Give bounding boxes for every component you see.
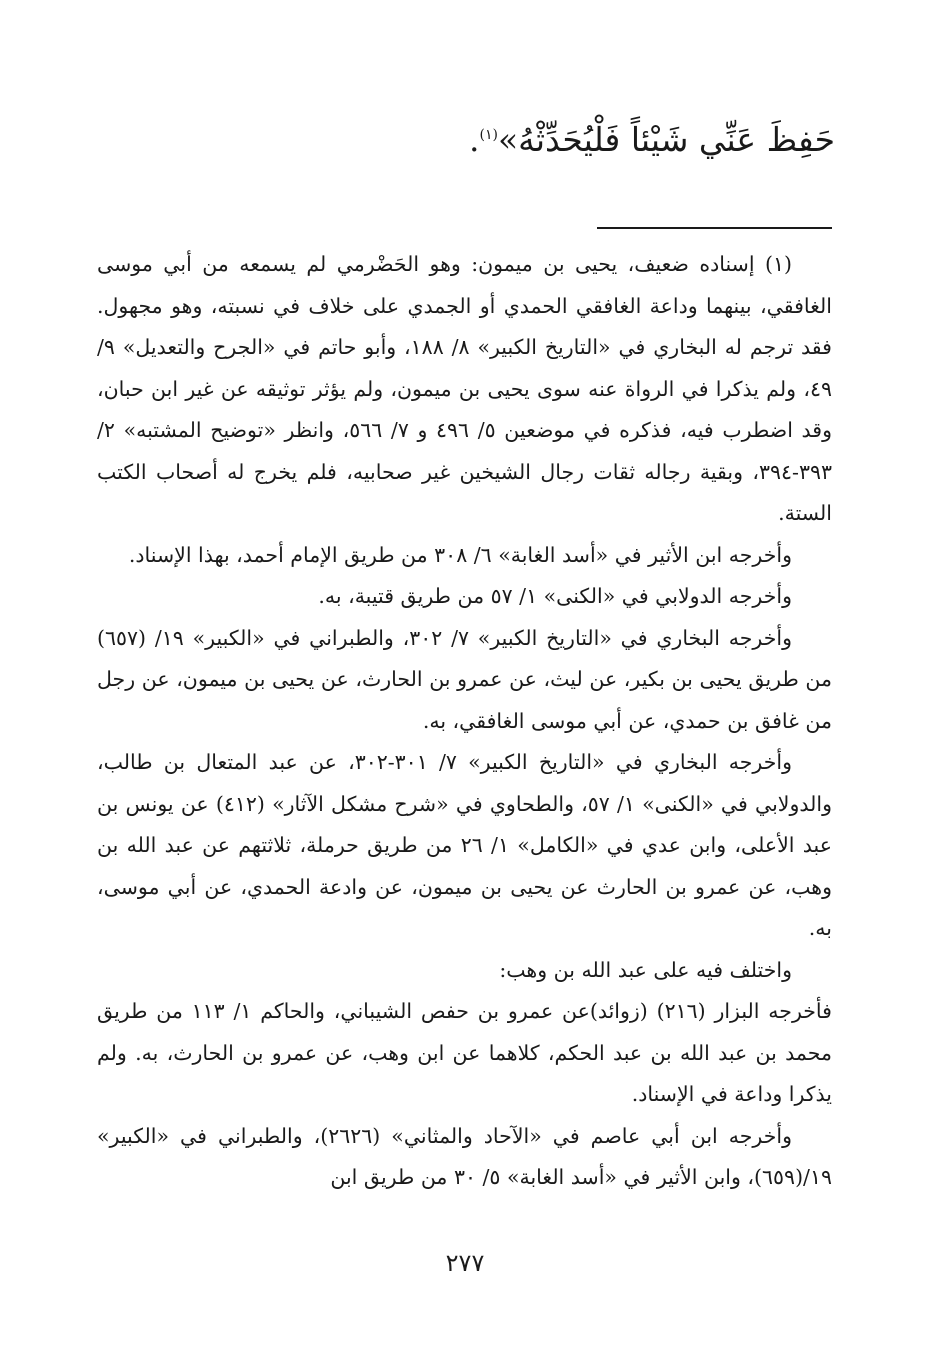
- main-text: حَفِظَ عَنِّي شَيْئاً فَلْيُحَدِّثْهُ»: [497, 120, 835, 159]
- footnote-paragraph: واختلف فيه على عبد الله بن وهب:: [499, 957, 792, 982]
- footnote-paragraph: وأخرجه البخاري في «التاريخ الكبير» ٧/ ٣٠١-٣٠٢، عن عبد المتعال بن طالب، والدولابي في «الكنى» ١/ ٥٧، والطحاوي في «شرح مشكل الآثار» (٤١٢) عن يونس بن عبد الأعلى، وابن عدي في «الكامل» ١/ ٢٦ من طريق حرملة، ثلاثتهم عن عبد الله بن وهب، عن عمرو بن الحارث عن يحيى بن ميمون، عن وادعة الحمدي، عن أبي موسى، به.: [97, 750, 832, 940]
- main-text-end: .: [469, 120, 480, 159]
- footnote-paragraph: وأخرجه ابن الأثير في «أسد الغابة» ٦/ ٣٠٨ من طريق الإمام أحمد، بهذا الإسناد.: [128, 542, 792, 567]
- footnote-paragraph: (١) إسناده ضعيف، يحيى بن ميمون: وهو الحَضْرمي لم يسمعه من أبي موسى الغافقي، بينهما وداعة الغافقي الحمدي أو الجمدي على خلاف في نسبته، وهو مجهول. فقد ترجم له البخاري في «التاريخ الكبير» ٨/ ١٨٨، وأبو حاتم في «الجرح والتعديل» ٩/ ٤٩، ولم يذكرا في الرواة عنه سوى يحيى بن ميمون، ولم يؤثر توثيقه عن غير ابن حبان، وقد اضطرب فيه، فذكره في موضعين ٥/ ٤٩٦ و ٧/ ٥٦٦، وانظر «توضيح المشتبه» ٢/ ٣٩٣-٣٩٤، وبقية رجاله ثقات رجال الشيخين غير صحابيه، فلم يخرج له أصحاب الكتب الستة.: [97, 252, 832, 525]
- main-text-line: [95, 105, 835, 170]
- footnotes-block: [97, 244, 832, 1199]
- footnote-separator: [597, 227, 832, 229]
- footnote-reference: (١): [479, 127, 498, 143]
- footnote-paragraph: وأخرجه ابن أبي عاصم في «الآحاد والمثاني» (٢٦٢٦)، والطبراني في «الكبير» ١٩/(٦٥٩)، وابن الأثير في «أسد الغابة» ٥/ ٣٠ من طريق ابن: [97, 1123, 832, 1189]
- page-number: ٢٧٧: [445, 1249, 485, 1277]
- footnote-paragraph: فأخرجه البزار (٢١٦) (زوائد)عن عمرو بن حفص الشيباني، والحاكم ١/ ١١٣ من طريق محمد بن عبد الله بن عبد الحكم، كلاهما عن ابن وهب، عن عمرو بن الحارث، به. ولم يذكرا وداعة في الإسناد.: [97, 999, 832, 1106]
- footnote-paragraph: وأخرجه البخاري في «التاريخ الكبير» ٧/ ٣٠٢، والطبراني في «الكبير» ١٩/ (٦٥٧) من طريق يحيى بن بكير، عن ليث، عن عمرو بن الحارث، عن يحيى بن ميمون، عن رجل من غافق بن حمدي، عن أبي موسى الغافقي، به.: [97, 625, 832, 733]
- footnote-paragraph: وأخرجه الدولابي في «الكنى» ١/ ٥٧ من طريق قتيبة، به.: [318, 584, 792, 608]
